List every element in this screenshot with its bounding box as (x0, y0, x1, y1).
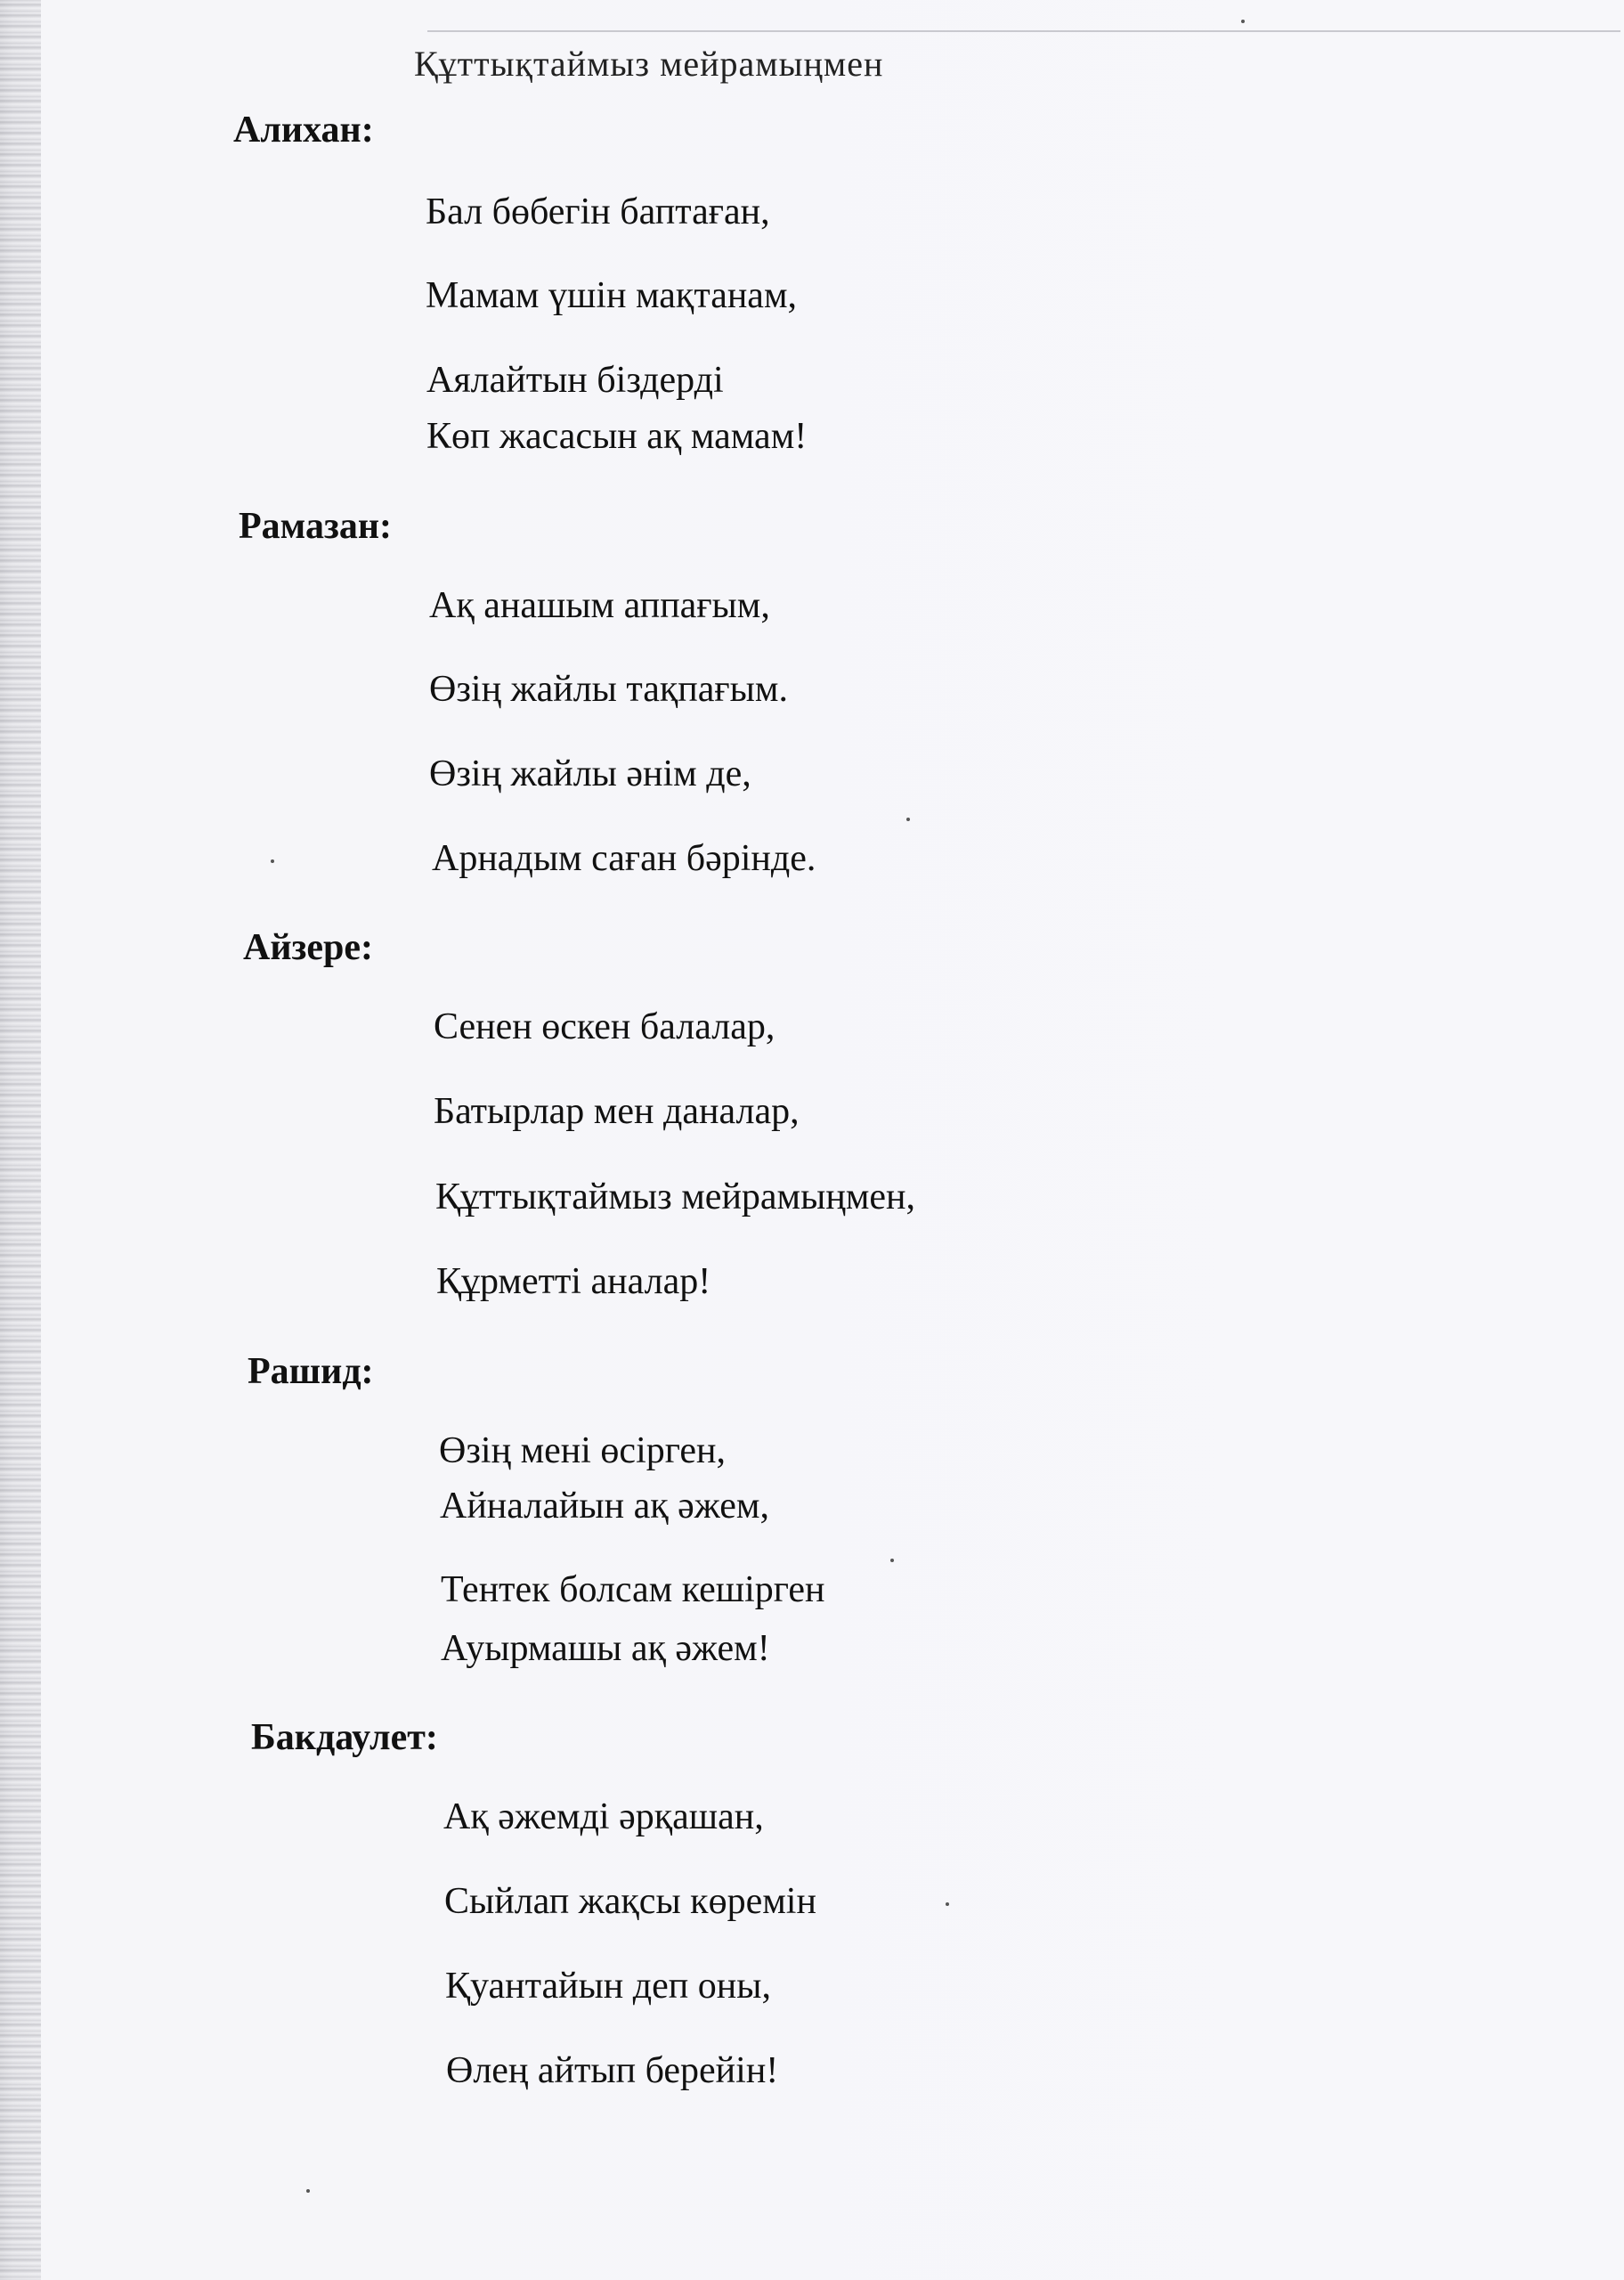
verse-line: Батырлар мен даналар, (434, 1091, 800, 1132)
verse-line: Ақ әжемді әрқашан, (443, 1796, 764, 1837)
verse-line: Құрметті аналар! (436, 1261, 711, 1302)
scan-speck (906, 818, 910, 821)
verse-line: Өзің жайлы әнім де, (429, 753, 751, 794)
verse-line: Тентек болсам кешірген (441, 1569, 825, 1610)
verse-line: Арнадым саған бәрінде. (432, 838, 816, 879)
verse-line: Өзің жайлы тақпағым. (429, 669, 788, 710)
speaker-name: Айзере: (243, 927, 374, 968)
speaker-name: Алихан: (233, 110, 374, 151)
scan-speck (306, 2189, 310, 2193)
verse-line: Бал бөбегін баптаған, (426, 191, 770, 232)
verse-line: Аялайтын біздерді (426, 360, 724, 401)
verse-line: Ауырмашы ақ әжем! (441, 1628, 770, 1669)
scan-speck (946, 1902, 949, 1906)
scan-speck (271, 859, 274, 863)
verse-line: Қуантайын деп оны, (445, 1966, 771, 2007)
verse-line: Мамам үшін мақтанам, (426, 275, 798, 316)
cut-off-header (414, 25, 884, 84)
speaker-name: Рамазан: (239, 506, 393, 547)
cut-off-header-text: Құттықтаймыз мейрамыңмен (414, 44, 884, 84)
scan-speck (890, 1559, 894, 1562)
verse-line: Құттықтаймыз мейрамыңмен, (435, 1177, 916, 1217)
speaker-name: Рашид: (248, 1351, 374, 1392)
verse-line: Өлең айтып берейін! (446, 2050, 779, 2091)
verse-line: Сыйлап жақсы көремін (444, 1881, 816, 1922)
speaker-name: Бакдаулет: (251, 1717, 438, 1758)
verse-line: Сенен өскен балалар, (434, 1006, 775, 1047)
verse-line: Көп жасасын ақ мамам! (426, 416, 808, 457)
scan-speck (1241, 20, 1245, 23)
scan-edge-shadow (0, 0, 41, 2280)
verse-line: Өзің мені өсірген, (439, 1430, 727, 1471)
verse-line: Айналайын ақ әжем, (440, 1486, 769, 1527)
verse-line: Ақ анашым аппағым, (429, 585, 770, 626)
